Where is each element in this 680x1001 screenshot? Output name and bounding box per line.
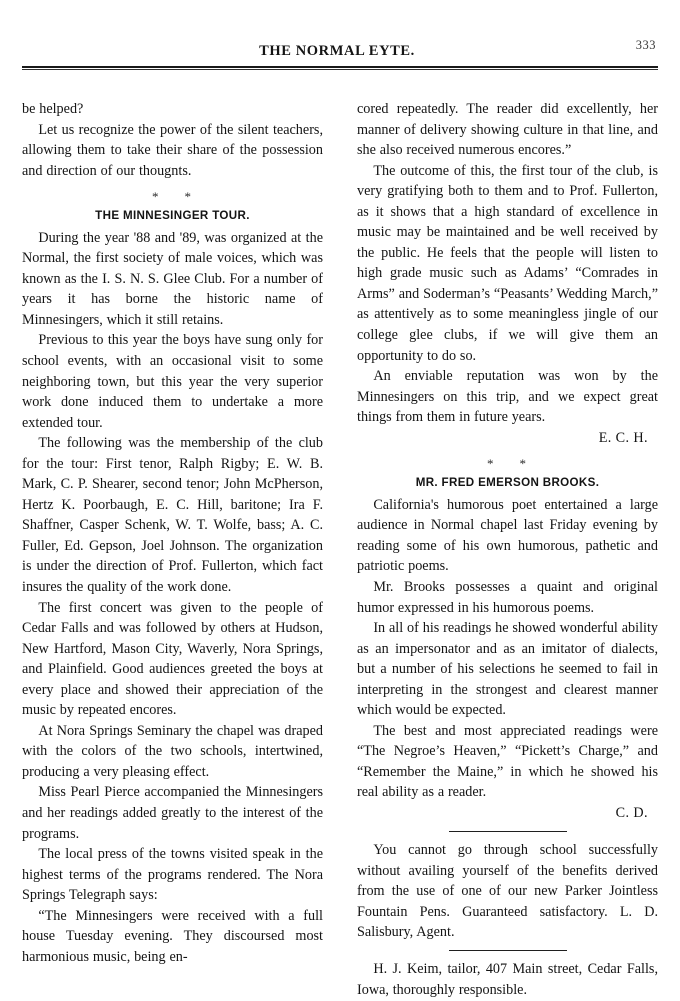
asterisk-left: * — [487, 456, 496, 472]
paragraph: California's humorous poet entertained a large audience in Normal chapel last Friday evening by reading some of his own humorous, pathetic and patriotic poems. — [357, 496, 658, 575]
paragraph: Previous to this year the boys have sung only for school events, with an occasional visit to some neighboring town, but this year the very superior work done induced them to undertake a more extended tour. — [22, 332, 323, 431]
advertisement: You cannot go through school successfully without availing yourself of the benefits derived from the use of one of our new Parker Jointless Fountain Pens. Guaranteed satisfactory. L. D. Salisbury, Agent. — [357, 842, 658, 941]
section-divider-rule — [449, 950, 567, 952]
paragraph: At Nora Springs Seminary the chapel was draped with the colors of the two schools, intertwined, producing a very pleasing effect. — [22, 722, 323, 780]
asterisk-right: * — [184, 189, 193, 205]
advertisement: H. J. Keim, tailor, 407 Main street, Cedar Falls, Iowa, thoroughly responsible. — [357, 961, 658, 998]
article-signature: C. D. — [615, 804, 648, 821]
paragraph: Let us recognize the power of the silent teachers, allowing them to take their share of the possession and direction of our thougnts. — [22, 121, 323, 179]
paragraph: An enviable reputation was won by the Minnesingers on this trip, and we expect great things from them in future years. — [357, 368, 658, 426]
article-signature: E. C. H. — [598, 429, 648, 446]
paragraph: The outcome of this, the first tour of the club, is very gratifying both to them and to Prof. Fullerton, as it shows that a high standard of excellence in music may be maintained and be well received by the public. He feels that the people will listen to high grade music such as Adams’ “Comrades in Arms” and Soderman’s “Peasants’ Wedding March,” as attentively as to some meaningless jingle of our college glee clubs, if we will give them an opportunity to do so. — [357, 162, 658, 364]
paragraph: Miss Pearl Pierce accompanied the Minnesingers and her readings added greatly to the interest of the programs. — [22, 784, 323, 842]
paragraph: The best and most appreciated readings were “The Negroe’s Heaven,” “Pickett’s Charge,” and “Remember the Maine,” in which he showed his real ability as a reader. — [357, 722, 658, 801]
paragraph-carryover: be helped? — [22, 101, 84, 117]
asterisk-right: * — [519, 456, 528, 472]
body-columns — [22, 99, 658, 1001]
section-heading-minnesinger: THE MINNESINGER TOUR. — [95, 209, 250, 223]
paragraph-quote: “The Minnesingers were received with a full house Tuesday evening. They discoursed most harmonious music, being en- — [22, 907, 323, 965]
page-number: 333 — [635, 38, 656, 52]
paragraph: During the year '88 and '89, was organized at the Normal, the first society of male voices, which was known as the I. S. N. S. Glee Club. For a number of years it has borne the historic name of Minnesingers, which it still retains. — [22, 229, 323, 328]
publication-title: THE NORMAL EYTE. — [259, 43, 415, 59]
section-separator — [22, 190, 323, 203]
paragraph: In all of his readings he showed wonderful ability as an impersonator and as an imitator of dialects, but a number of his selections he seemed to fail in interpreting in the strongest and clearest manner which would be expected. — [357, 620, 658, 719]
paragraph: The first concert was given to the people of Cedar Falls and was followed by others at Hudson, New Hartford, Mason City, Waverly, Nora Springs, and Plainfield. Good audiences greeted the boys at every place and showed their appreciation of the music by repeated encores. — [22, 599, 323, 719]
right-column — [357, 99, 658, 1001]
paragraph: The local press of the towns visited speak in the highest terms of the programs rendered. The Nora Springs Telegraph says: — [22, 846, 323, 904]
section-separator — [357, 457, 658, 470]
paragraph: Mr. Brooks possesses a quaint and original humor expressed in his humorous poems. — [357, 578, 658, 616]
section-heading-brooks: MR. FRED EMERSON BROOKS. — [415, 476, 600, 490]
paragraph-continuation: cored repeatedly. The reader did excellently, her manner of delivery showing culture in that line, and she also received numerous encores.” — [357, 101, 658, 159]
left-column — [22, 99, 323, 967]
masthead — [22, 0, 658, 90]
paragraph: The following was the membership of the club for the tour: First tenor, Ralph Rigby; E. W. B. Mark, C. P. Shearer, second tenor; John McPherson, Hertz K. Poorbaugh, E. C. Hill, baritone; Ira F. Shaffner, Casper Schenk, W. T. Wolfe, bass; A. C. Fuller, Ed. Gepson, Joel Johnson. The organization is under the direction of Prof. Fullerton, which fact insures the quality of the work done. — [22, 435, 323, 595]
asterisk-left: * — [152, 189, 161, 205]
section-divider-rule — [449, 831, 567, 833]
masthead-rule — [22, 66, 658, 71]
